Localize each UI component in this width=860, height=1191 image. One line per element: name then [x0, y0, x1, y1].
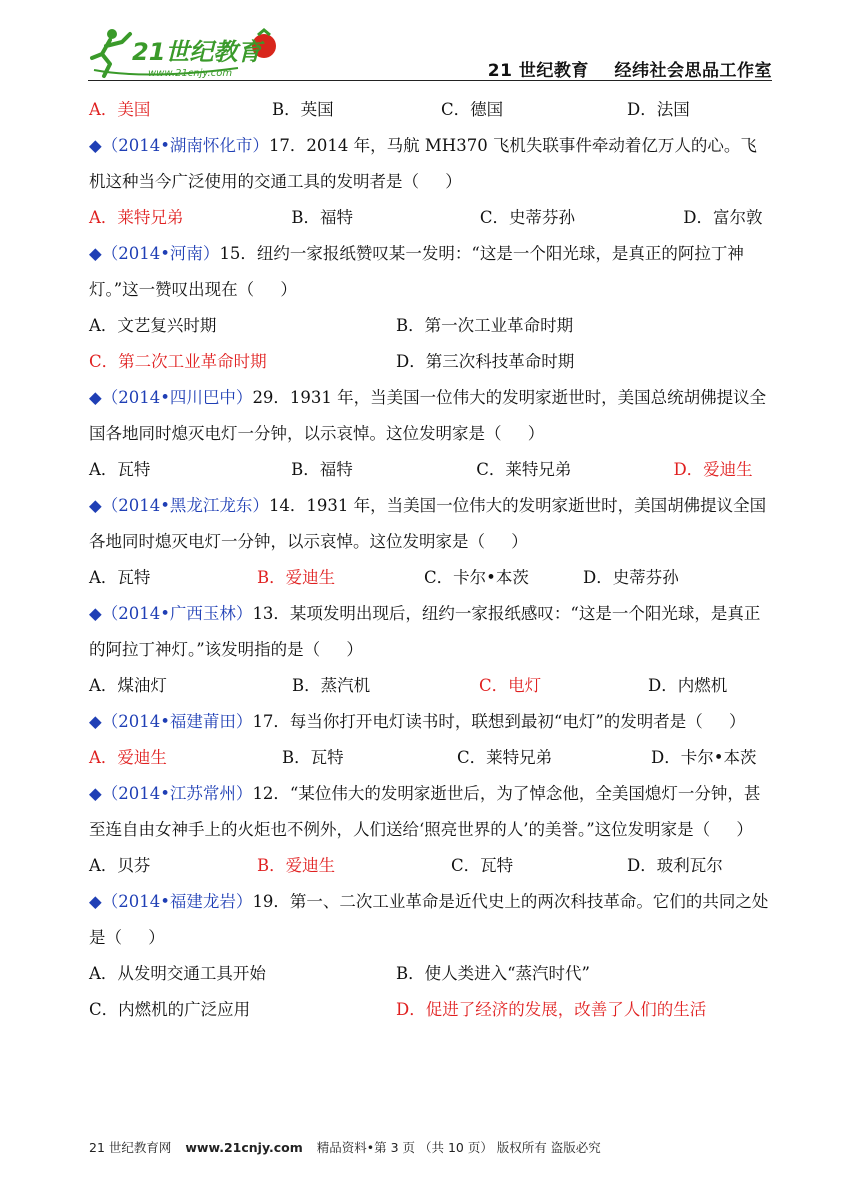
- question-source: （2014•福建龙岩）: [101, 892, 253, 911]
- answer-option: C．德国: [441, 100, 504, 119]
- question-source: （2014•河南）: [101, 244, 220, 263]
- question-stem: [89, 128, 773, 200]
- question-source: （2014•黑龙江龙东）: [101, 496, 269, 515]
- footer-left: 21 世纪教育网: [89, 1140, 172, 1155]
- question-stem: [89, 488, 773, 560]
- diamond-bullet-icon: ◆: [89, 136, 102, 155]
- question-source: （2014•福建莆田）: [101, 712, 253, 731]
- answer-option: A．从发明交通工具开始: [89, 964, 266, 983]
- answer-option: D．玻利瓦尔: [627, 856, 723, 875]
- answer-option: A．煤油灯: [89, 676, 167, 695]
- diamond-bullet-icon: ◆: [89, 244, 102, 263]
- options-row: [89, 956, 773, 992]
- question-text: 14．1931 年，当美国一位伟大的发明家逝世时，美国胡佛提议全国各地同时熄灭电灯一分钟，以示哀悼。这位发明家是（ ）: [89, 496, 767, 551]
- question-stem: [89, 380, 773, 452]
- question-block: [89, 128, 773, 236]
- answer-option: D．内燃机: [648, 676, 728, 695]
- question-block: [89, 236, 773, 344]
- answer-option-correct: D．促进了经济的发展，改善了人们的生活: [396, 1000, 707, 1019]
- diamond-bullet-icon: ◆: [89, 892, 102, 911]
- diamond-bullet-icon: ◆: [89, 604, 102, 623]
- answer-option: D．第三次科技革命时期: [396, 352, 575, 371]
- answer-option: C．内燃机的广泛应用: [89, 1000, 251, 1019]
- options-row: [89, 560, 773, 596]
- 21cnjy-logo: [88, 24, 288, 80]
- question-text: 12．“某位伟大的发明家逝世后，为了悼念他，全美国熄灯一分钟，甚至连自由女神手上的火炬也不例外，人们送给‘照亮世界的人’的美誉。”这位发明家是（ ）: [89, 784, 761, 839]
- answer-option: D．法国: [627, 100, 690, 119]
- answer-option: A．瓦特: [89, 568, 151, 587]
- options-row: [89, 740, 773, 776]
- options-row: [89, 452, 773, 488]
- answer-option: B．福特: [291, 208, 354, 227]
- answer-option: D．卡尔•本茨: [651, 748, 757, 767]
- answer-option: B．瓦特: [282, 748, 344, 767]
- answer-option: C．莱特兄弟: [457, 748, 553, 767]
- diamond-bullet-icon: ◆: [89, 712, 102, 731]
- header-title: 21 世纪教育 经纬社会思品工作室: [487, 61, 772, 81]
- answer-option: B．福特: [291, 460, 353, 479]
- question-stem: [89, 704, 773, 740]
- question-stem: [89, 236, 773, 308]
- answer-option: D．史蒂芬孙: [583, 568, 679, 587]
- question-text: 19．第一、二次工业革命是近代史上的两次科技革命。它们的共同之处是（ ）: [89, 892, 769, 947]
- question-source: （2014•江苏常州）: [101, 784, 253, 803]
- question-stem: [89, 596, 773, 668]
- answer-option: A．瓦特: [89, 460, 151, 479]
- options-row: [89, 200, 773, 236]
- question-source: （2014•广西玉林）: [101, 604, 253, 623]
- options-row: [89, 848, 773, 884]
- question-text: 29．1931 年，当美国一位伟大的发明家逝世时，美国总统胡佛提议全国各地同时熄灭电灯一分钟，以示哀悼。这位发明家是（ ）: [89, 388, 767, 443]
- question-source: （2014•湖南怀化市）: [101, 136, 269, 155]
- question-list: [89, 92, 773, 1028]
- options-row: [89, 344, 773, 380]
- answer-option: C．卡尔•本茨: [424, 568, 529, 587]
- question-block: [89, 992, 773, 1028]
- question-block: [89, 380, 773, 488]
- answer-option-correct: B．爱迪生: [257, 568, 336, 587]
- answer-option-correct: A．美国: [89, 100, 151, 119]
- diamond-bullet-icon: ◆: [89, 784, 102, 803]
- options-row: [89, 992, 773, 1028]
- answer-option-correct: A．爱迪生: [89, 748, 167, 767]
- options-row: [89, 668, 773, 704]
- answer-option: C．瓦特: [451, 856, 514, 875]
- question-stem: [89, 776, 773, 848]
- answer-option-correct: D．爱迪生: [673, 460, 753, 479]
- answer-option-correct: C．第二次工业革命时期: [89, 352, 267, 371]
- logo-url: www.21cnjy.com: [148, 68, 233, 79]
- answer-option: C．史蒂芬孙: [479, 208, 575, 227]
- logo-text: 21世纪教育: [132, 38, 262, 66]
- question-block: [89, 884, 773, 992]
- answer-option: A．贝芬: [89, 856, 151, 875]
- question-block: [89, 92, 773, 128]
- answer-option: B．使人类进入“蒸汽时代”: [396, 964, 590, 983]
- question-block: [89, 488, 773, 596]
- answer-option: B．蒸汽机: [292, 676, 371, 695]
- header-divider: [88, 80, 772, 81]
- answer-option-correct: B．爱迪生: [257, 856, 336, 875]
- question-stem: [89, 884, 773, 956]
- diamond-bullet-icon: ◆: [89, 388, 102, 407]
- question-block: [89, 776, 773, 884]
- question-source: （2014•四川巴中）: [101, 388, 253, 407]
- question-text: 15．纽约一家报纸赞叹某一发明：“这是一个阳光球，是真正的阿拉丁神灯。”这一赞叹出现在（ ）: [89, 244, 744, 299]
- question-text: 13．某项发明出现后，纽约一家报纸感叹：“这是一个阳光球，是真正的阿拉丁神灯。”该发明指的是（ ）: [89, 604, 761, 659]
- options-row: [89, 92, 773, 128]
- answer-option: B．英国: [272, 100, 334, 119]
- question-text: 17．每当你打开电灯读书时，联想到最初“电灯”的发明者是（ ）: [252, 712, 746, 731]
- answer-option: C．莱特兄弟: [476, 460, 572, 479]
- question-block: [89, 344, 773, 380]
- page-footer: [89, 1138, 773, 1156]
- answer-option-correct: C．电灯: [479, 676, 542, 695]
- footer-site: www.21cnjy.com: [185, 1140, 303, 1155]
- question-block: [89, 596, 773, 704]
- answer-option: D．富尔敦: [683, 208, 763, 227]
- question-text: 17．2014 年，马航 MH370 飞机失联事件牵动着亿万人的心。飞机这种当今广泛使用的交通工具的发明者是（ ）: [89, 136, 757, 191]
- question-block: [89, 704, 773, 776]
- page-header: [88, 18, 772, 82]
- answer-option: A．文艺复兴时期: [89, 316, 217, 335]
- footer-right: 精品资料•第 3 页 （共 10 页） 版权所有 盗版必究: [316, 1140, 601, 1155]
- diamond-bullet-icon: ◆: [89, 496, 102, 515]
- answer-option: B．第一次工业革命时期: [396, 316, 574, 335]
- options-row: [89, 308, 773, 344]
- answer-option-correct: A．莱特兄弟: [89, 208, 184, 227]
